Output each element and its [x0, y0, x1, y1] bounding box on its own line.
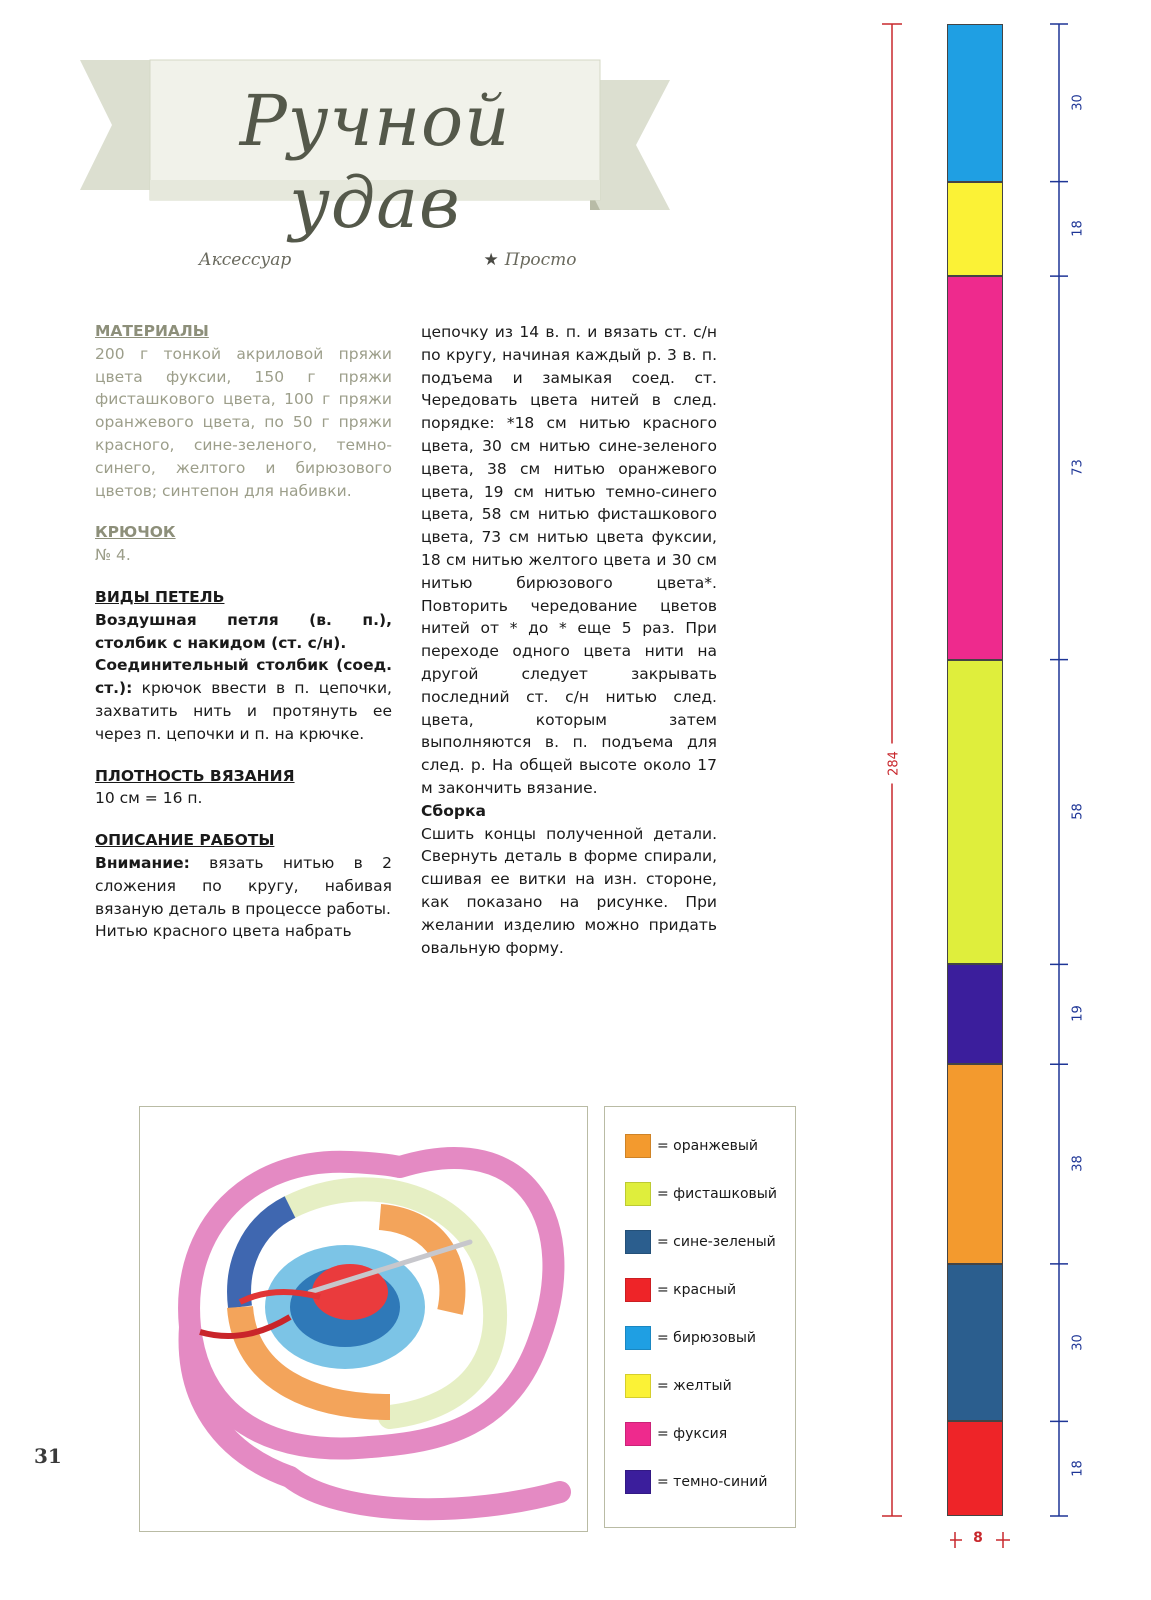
stitches-line2-bold: Соединительный столбик (соед. ст.): [95, 656, 392, 698]
segment-length-label: 38 [1070, 1155, 1086, 1172]
stitches-line2-rest: крючок ввести в п. цепочки, захватить нить и протянуть ее через п. цепочки и п. на крючке. [95, 679, 392, 743]
attention-rest: вязать нитью в 2 сложения по кругу, набивая вязаную деталь в процессе работы. [95, 853, 392, 918]
segment-length-label: 18 [1070, 1459, 1086, 1477]
width-label: 8 [973, 1530, 983, 1546]
legend-label: = фуксия [657, 1426, 728, 1442]
stripe-segment [947, 964, 1003, 1064]
segment-length-label: 18 [1070, 220, 1086, 237]
legend-label: = красный [657, 1282, 737, 1298]
gauge-text: 10 см = 16 п. [95, 789, 203, 808]
legend-label: = темно-синий [657, 1474, 768, 1490]
stripe-segment [947, 182, 1003, 277]
star-icon: ★ [483, 250, 499, 270]
description-heading: ОПИСАНИЕ РАБОТЫ [95, 831, 275, 850]
legend-label: = желтый [657, 1378, 732, 1394]
stripe-segment [947, 1421, 1003, 1516]
gauge-heading: ПЛОТНОСТЬ ВЯЗАНИЯ [95, 766, 295, 785]
stripe-segment [947, 1264, 1003, 1422]
segment-length-label: 73 [1070, 459, 1086, 476]
legend-label: = фисташковый [657, 1186, 777, 1202]
page-number: 31 [34, 1444, 62, 1468]
materials-text: 200 г тонкой акриловой пряжи цвета фуксии, 150 г пряжи фисташкового цвета, 100 г пряжи оранжевого цвета, по 50 г пряжи красного, сине-зеленого, темно-синего, желтого и бирюзового цветов; синтепон для набивки. [95, 344, 392, 500]
page-title: Ручной удав [239, 80, 511, 244]
attention-bold: Внимание: [95, 853, 190, 872]
legend-label: = сине-зеленый [657, 1234, 776, 1250]
materials-heading: МАТЕРИАЛЫ [95, 322, 209, 340]
segment-length-label: 30 [1070, 1333, 1086, 1351]
assembly-text: Сшить концы полученной детали. Свернуть деталь в форме спирали, сшивая ее витки на изн. стороне, как показано на рисунке. При желании изделию можно придать овальную форму. [421, 824, 717, 957]
stitches-heading: ВИДЫ ПЕТЕЛЬ [95, 587, 225, 606]
segment-length-label: 30 [1070, 94, 1086, 111]
segment-length-label: 19 [1070, 1005, 1086, 1023]
difficulty-text: Просто [504, 250, 577, 270]
stripe-segment [947, 24, 1003, 182]
total-length-label: 284 [887, 744, 902, 784]
segment-length-label: 58 [1070, 803, 1086, 820]
legend-label: = бирюзовый [657, 1330, 756, 1346]
stripe-segment [947, 1064, 1003, 1264]
stripe-segment [947, 660, 1003, 965]
stitches-line1: Воздушная петля (в. п.), столбик с накидом (ст. с/н). [95, 610, 392, 652]
category-label: Аксессуар [198, 250, 292, 270]
hook-text: № 4. [95, 546, 131, 565]
description-start: Нитью красного цвета набрать [95, 922, 352, 941]
legend-label: = оранжевый [657, 1138, 758, 1154]
assembly-heading: Сборка [421, 801, 486, 820]
stripe-segment [947, 276, 1003, 660]
hook-heading: КРЮЧОК [95, 523, 176, 542]
instructions-text: цепочку из 14 в. п. и вязать ст. с/н по кругу, начиная каждый р. 3 в. п. подъема и замыкая соед. ст. Чередовать цвета нитей в след. порядке: *18 см нитью красного цвета, 30 см нитью сине-зеленого цвета, 38 см нитью оранжевого цвета, 19 см нитью темно-синего цвета, 58 см нитью фисташкового цвета, 73 см нитью цвета фуксии, 18 см нитью желтого цвета и 30 см нитью бирюзового цвета*. Повторить чередование цветов нитей от * до * еще 5 раз. При переходе одного цвета нити на другой следует закрывать последний ст. с/н нитью след. цвета, которым затем выполняются в. п. подъема для след. р. На общей высоте около 17 м закончить вязание. [421, 323, 717, 797]
